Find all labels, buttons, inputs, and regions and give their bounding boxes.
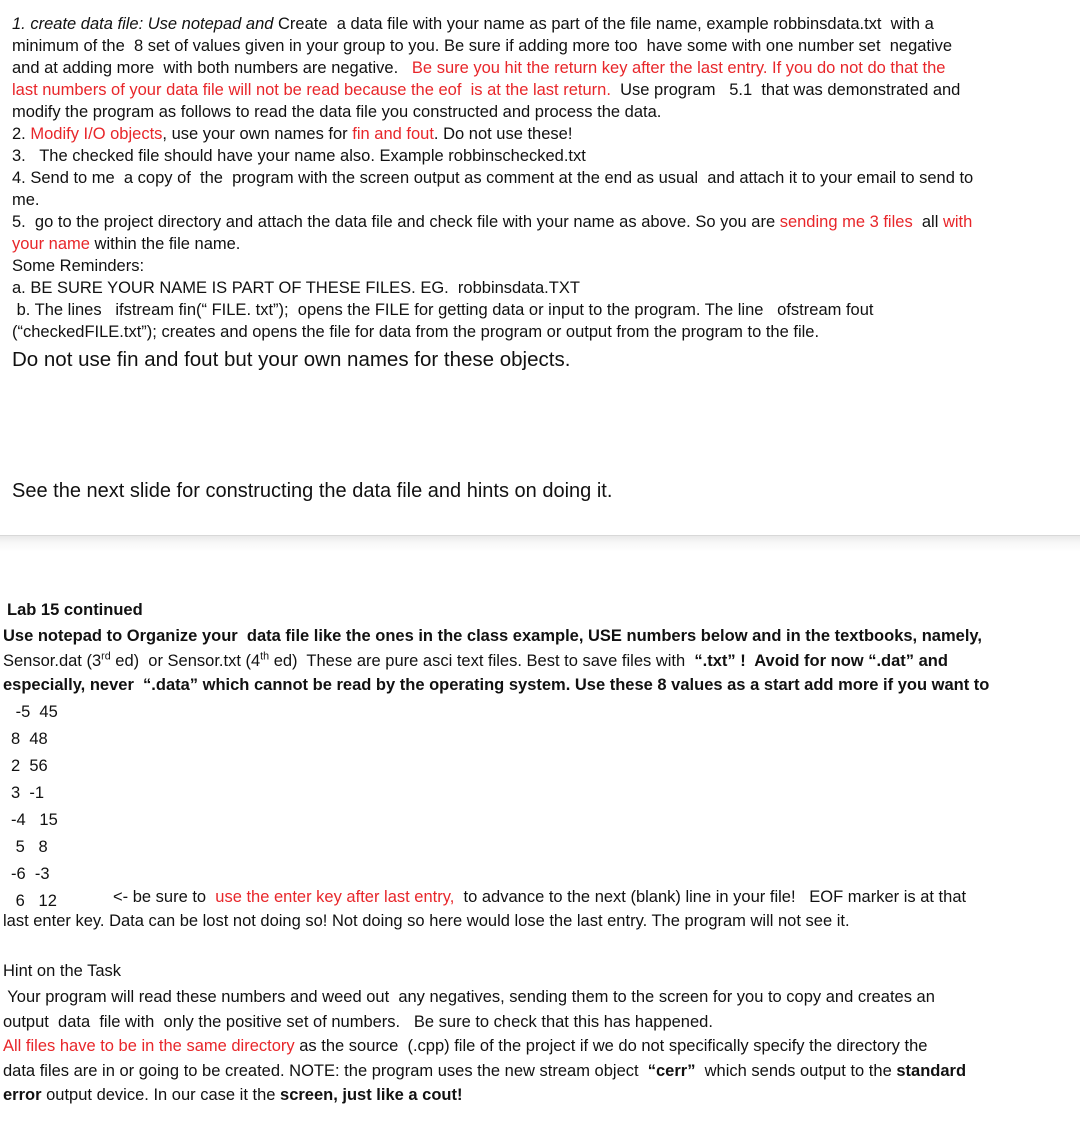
text-run: modify the program as follows to read the data file you constructed and process the data. [12, 103, 662, 121]
text-run: data files are in or going to be created. NOTE: the program uses the new stream object [3, 1061, 648, 1080]
text-line [12, 13, 1074, 35]
value-row: -6 -3 [11, 865, 50, 883]
text-run: Use program 5.1 that was demonstrated and [610, 81, 961, 99]
text-run: Modify I/O objects [30, 125, 163, 143]
text-run: to advance to the next (blank) line in your file! EOF marker is at that [454, 888, 967, 906]
text-run: a. BE SURE YOUR NAME IS PART OF THESE FILES. EG. robbinsdata.TXT [12, 279, 580, 297]
text-line [12, 57, 1074, 79]
values-list [11, 699, 58, 915]
text-line [12, 167, 1074, 189]
next-slide-note: See the next slide for constructing the data file and hints on doing it. [12, 480, 613, 502]
text-run: use the enter key after last entry, [215, 888, 455, 906]
text-run: output device. In our case it the [41, 1086, 281, 1104]
text-line [3, 649, 989, 674]
text-run: with [942, 213, 973, 231]
text-run: me. [12, 191, 40, 209]
text-run: b. The lines ifstream fin(“ FILE. txt”); opens the FILE for getting data or input to the program. The line ofstream fout [12, 301, 874, 319]
text-line [12, 79, 1074, 101]
text-line [3, 673, 989, 698]
text-run: , use your own names for [162, 125, 353, 143]
slide-1 [0, 0, 1080, 535]
value-row: -5 45 [11, 703, 58, 721]
text-run: which sends output to the [695, 1061, 897, 1080]
text-line [12, 189, 1074, 211]
text-run: Your program will read these numbers and weed out any negatives, sending them to the screen for you to copy and creates an [3, 988, 935, 1006]
text-run: ed) or Sensor.txt (4 [110, 651, 261, 670]
text-line [3, 1010, 966, 1035]
text-run: 2. [12, 125, 31, 143]
text-line [12, 35, 1074, 57]
text-run: especially, never “.data” which cannot be read by the operating system. Use these 8 values as a start add more if you want to [3, 676, 990, 694]
text-line [12, 277, 1074, 299]
fin-fout-warning: Do not use fin and fout but your own names for these objects. [12, 348, 571, 371]
text-line [12, 255, 1074, 277]
text-run: and at adding more with both numbers are negative. [12, 59, 412, 77]
text-run: Use notepad to Organize your data file like the ones in the class example, USE numbers below and in the textbooks, namely, [3, 627, 982, 645]
text-line [12, 299, 1074, 321]
value-row: 5 8 [11, 838, 48, 856]
lab-heading: Lab 15 continued [7, 601, 143, 619]
hint-paragraph [3, 985, 966, 1108]
slide-2 [0, 552, 1080, 1143]
value-row: 6 12 [11, 892, 57, 910]
text-run: (“checkedFILE.txt”); creates and opens the file for data from the program or output from the program to the file. [12, 323, 820, 341]
text-run: Sensor.dat (3 [3, 651, 102, 670]
enter-key-note-cont: last enter key. Data can be lost not doing so! Not doing so here would lose the last entry. The program will not see it. [3, 912, 850, 930]
text-run: Be sure you hit the return key after the last entry. If you do not do that the [411, 59, 946, 77]
text-line [3, 1059, 966, 1084]
instruction-lines [12, 13, 1074, 343]
text-run: Some Reminders: [12, 257, 145, 275]
value-row: 8 48 [11, 730, 48, 748]
text-run: 5. go to the project directory and attach the data file and check file with your name as above. So you are [12, 213, 780, 231]
value-row: 3 -1 [11, 784, 45, 802]
organize-paragraph [3, 624, 989, 698]
text-run: “.txt” ! Avoid for now “.dat” and [694, 651, 948, 670]
text-line [12, 321, 1074, 343]
text-run: All files have to be in the same directory [3, 1037, 295, 1055]
text-run: standard [896, 1061, 967, 1080]
text-line [12, 101, 1074, 123]
text-run: th [260, 650, 270, 662]
text-line [12, 123, 1074, 145]
text-line [3, 1034, 966, 1059]
text-line [12, 145, 1074, 167]
text-line [3, 1083, 966, 1108]
text-run: <- be sure to [113, 888, 216, 906]
instructions-block [12, 13, 1074, 375]
value-row: -4 15 [11, 811, 58, 829]
text-line [12, 211, 1074, 233]
text-run: your name [12, 235, 90, 253]
enter-key-note [113, 888, 966, 907]
value-row: 2 56 [11, 757, 48, 775]
text-run: screen, just like a cout! [280, 1086, 463, 1104]
text-run: 4. Send to me a copy of the program with the screen output as comment at the end as usual and attach it to your email to send to [12, 169, 974, 187]
text-run: fin and fout [352, 125, 434, 143]
text-run: 1. create data file: Use notepad and [12, 15, 279, 33]
text-run: 3. The checked file should have your name also. Example robbinschecked.txt [12, 147, 586, 165]
text-line [12, 233, 1074, 255]
text-run: rd [101, 650, 111, 662]
text-run: “cerr” [647, 1061, 696, 1080]
text-run: . Do not use these! [433, 125, 573, 143]
text-run: output data file with only the positive set of numbers. Be sure to check that this has happened. [3, 1012, 713, 1031]
text-line [3, 985, 966, 1010]
text-run: within the file name. [89, 235, 241, 253]
text-run: last numbers of your data file will not be read because the eof is at the last return. [12, 81, 611, 99]
text-line [3, 624, 989, 649]
text-run: ed) These are pure asci text files. Best to save files with [269, 651, 695, 670]
text-run: Create a data file with your name as part of the file name, example robbinsdata.txt with a [278, 15, 934, 33]
text-run: minimum of the 8 set of values given in your group to you. Be sure if adding more too have some with one number set negative [12, 37, 953, 55]
text-run: as the source (.cpp) file of the project if we do not specifically specify the directory the [294, 1037, 928, 1055]
text-run: error [3, 1086, 42, 1104]
text-run: all [912, 213, 943, 231]
slide-separator [0, 535, 1080, 552]
text-run: sending me 3 files [779, 213, 913, 231]
hint-heading: Hint on the Task [3, 962, 122, 980]
